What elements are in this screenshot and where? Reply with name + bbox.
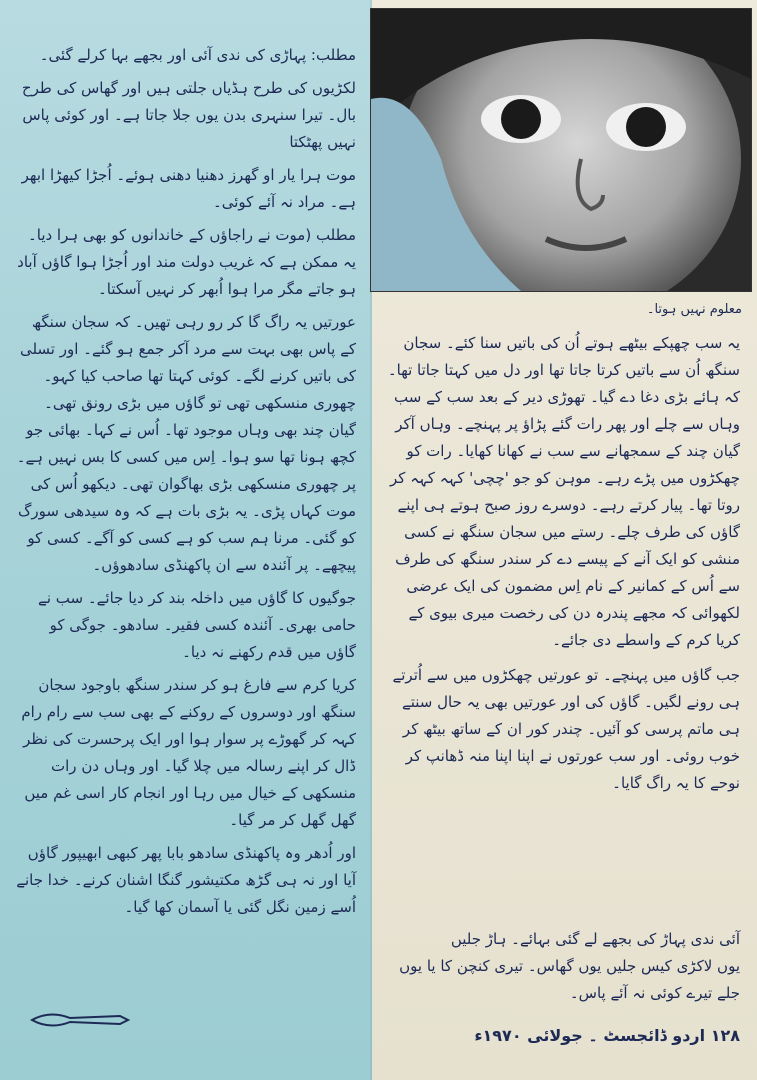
left-paragraph-1: مطلب: پہاڑی کی ندی آئی اور بجھے بہا کرلے گئی۔ [39, 46, 356, 64]
child-face-photo [370, 8, 752, 292]
right-paragraph-1: یہ سب چھپکے بیٹھے ہوتے اُن کی باتیں سنا کئے۔ سجان سنگھ اُن سے باتیں کرتا جاتا تھا اور دل میں کہتا جاتا تھا۔ کہ ہائے بڑی دغا دے گیا۔ تھوڑی دیر کے بعد سب کے سب وہاں سے چلے اور پھر رات گئے پڑاؤ پر پہنچے۔ وہاں آکر گیان چند کے سمجھانے سے سب نے کھانا کھایا۔ رات کو چھکڑوں میں پڑے رہے۔ موہن کو جو 'چچی' کہہ کہہ کر روتا تھا۔ پیار کرتے رہے۔ دوسرے روز صبح ہوتے ہی اپنے گاؤں کی طرف چلے۔ رستے میں سجان سنگھ نے کسی منشی کو ایک آنے کے پیسے دے کر سندر سنگھ کی طرف سے اُس کے کمانیر کے نام اِس مضمون کی ایک عرضی لکھوائی کہ مجھے پندرہ دن کی رخصت میری بیوی کے کریا کرم کے واسطے دی جائے۔ [387, 334, 740, 649]
photo-caption: معلوم نہیں ہوتا۔ [646, 302, 742, 317]
left-paragraph-6: جوگیوں کا گاؤں میں داخلہ بند کر دیا جائے۔ سب نے حامی بھری۔ آئندہ کسی فقیر۔ سادھو۔ جوگی کو گاؤں میں قدم رکھنے نہ دیا۔ [38, 589, 356, 661]
right-column-text [384, 330, 740, 805]
left-paragraph-4: مطلب (موت نے راجاؤں کے خاندانوں کو بھی ہرا دیا۔ یہ ممکن ہے کہ غریب دولت مند اور اُجڑا ہوا گاؤں آباد ہو جاتے مگر مرا ہوا اُبھر کر نہیں آسکتا۔ [17, 226, 356, 298]
right-paragraph-2: جب گاؤں میں پہنچے۔ تو عورتیں چھکڑوں میں سے اُترتے ہی رونے لگیں۔ گاؤں کی اور عورتیں بھی یہ حال سنتے ہی ماتم پرسی کو آئیں۔ چندر کور ان کے ساتھ بیٹھ کر خوب روئی۔ اور سب عورتوں نے اپنا اپنا منہ ڈھانپ کر نوحے کا یہ راگ گایا۔ [392, 666, 740, 792]
left-column-text [16, 42, 356, 927]
left-paragraph-2: لکڑیوں کی طرح ہڈیاں جلتی ہیں اور گھاس کی طرح بال۔ تیرا سنہری بدن یوں جلا جاتا ہے۔ اور کوئی پاس نہیں پھٹکتا [21, 79, 356, 151]
poem-line-3: جلے تیرے کوئی نہ آئے پاس۔ [569, 984, 740, 1002]
left-paragraph-3: موت ہرا یار او گھرز دھنیا دھنی ہوئے۔ اُجڑا کیھڑا ابھر ہے۔ مراد نہ آئے کوئی۔ [21, 166, 356, 211]
poem-verse [384, 926, 740, 1007]
left-paragraph-7: کریا کرم سے فارغ ہو کر سندر سنگھ باوجود سجان سنگھ اور دوسروں کے روکنے کے بھی سب سے رام رام کہہ کر گھوڑے پر سوار ہوا اور ایک پرحسرت کی نظر ڈال کر اپنے رسالہ میں چلا گیا۔ اور وہاں دن رات منسکھی کے خیال میں رہا اور انجام کار اسی غم میں گھل گھل کر مر گیا۔ [21, 676, 356, 829]
poem-line-1: آئی ندی پہاڑ کی بجھے لے گئی بہائے۔ ہاڑ جلیں [450, 930, 740, 948]
poem-line-2: یوں لاکڑی کیس جلیں یوں گھاس۔ تیری کنچن کا یا یوں [399, 957, 740, 975]
left-paragraph-5: عورتیں یہ راگ گا کر رو رہی تھیں۔ کہ سجان سنگھ کے پاس بھی بہت سے مرد آکر جمع ہو گئے۔ اور تسلی کی باتیں کرنے لگے۔ کوئی کہتا تھا صاحب کیا کہو۔ چھوری منسکھی تھی تو گاؤں میں بڑی رونق تھی۔ گیان چند بھی وہاں موجود تھا۔ اُس نے کہا۔ بھائی جو کچھ ہونا تھا سو ہوا۔ اِس میں کسی کا بس نہیں ہے۔ پر چھوری منسکھی بڑی بھاگوان تھی۔ دیکھو اُس کی موت کہاں پڑی۔ یہ بڑی بات ہے کہ وہ سیدھی سورگ کو گئی۔ مرنا ہم سب کو ہے کسی کو آگے۔ کسی کو پیچھے۔ پر آئندہ سے ان پاکھنڈی سادھوؤں۔ [16, 313, 356, 574]
photo-illustration [371, 9, 751, 291]
left-paragraph-8: اور اُدھر وہ پاکھنڈی سادھو بابا پھر کبھی ابھیپور گاؤں آیا اور نہ ہی گڑھ مکتیشور گنگا اشنان کرنے۔ خدا جانے اُسے زمین نگل گئی یا آسمان کھا گیا۔ [16, 844, 356, 916]
page-footer: ۱۲۸ اردو ڈائجسٹ ۔ جولائی ۱۹۷۰ء [474, 1026, 740, 1045]
ornament-divider-icon [30, 1006, 130, 1034]
